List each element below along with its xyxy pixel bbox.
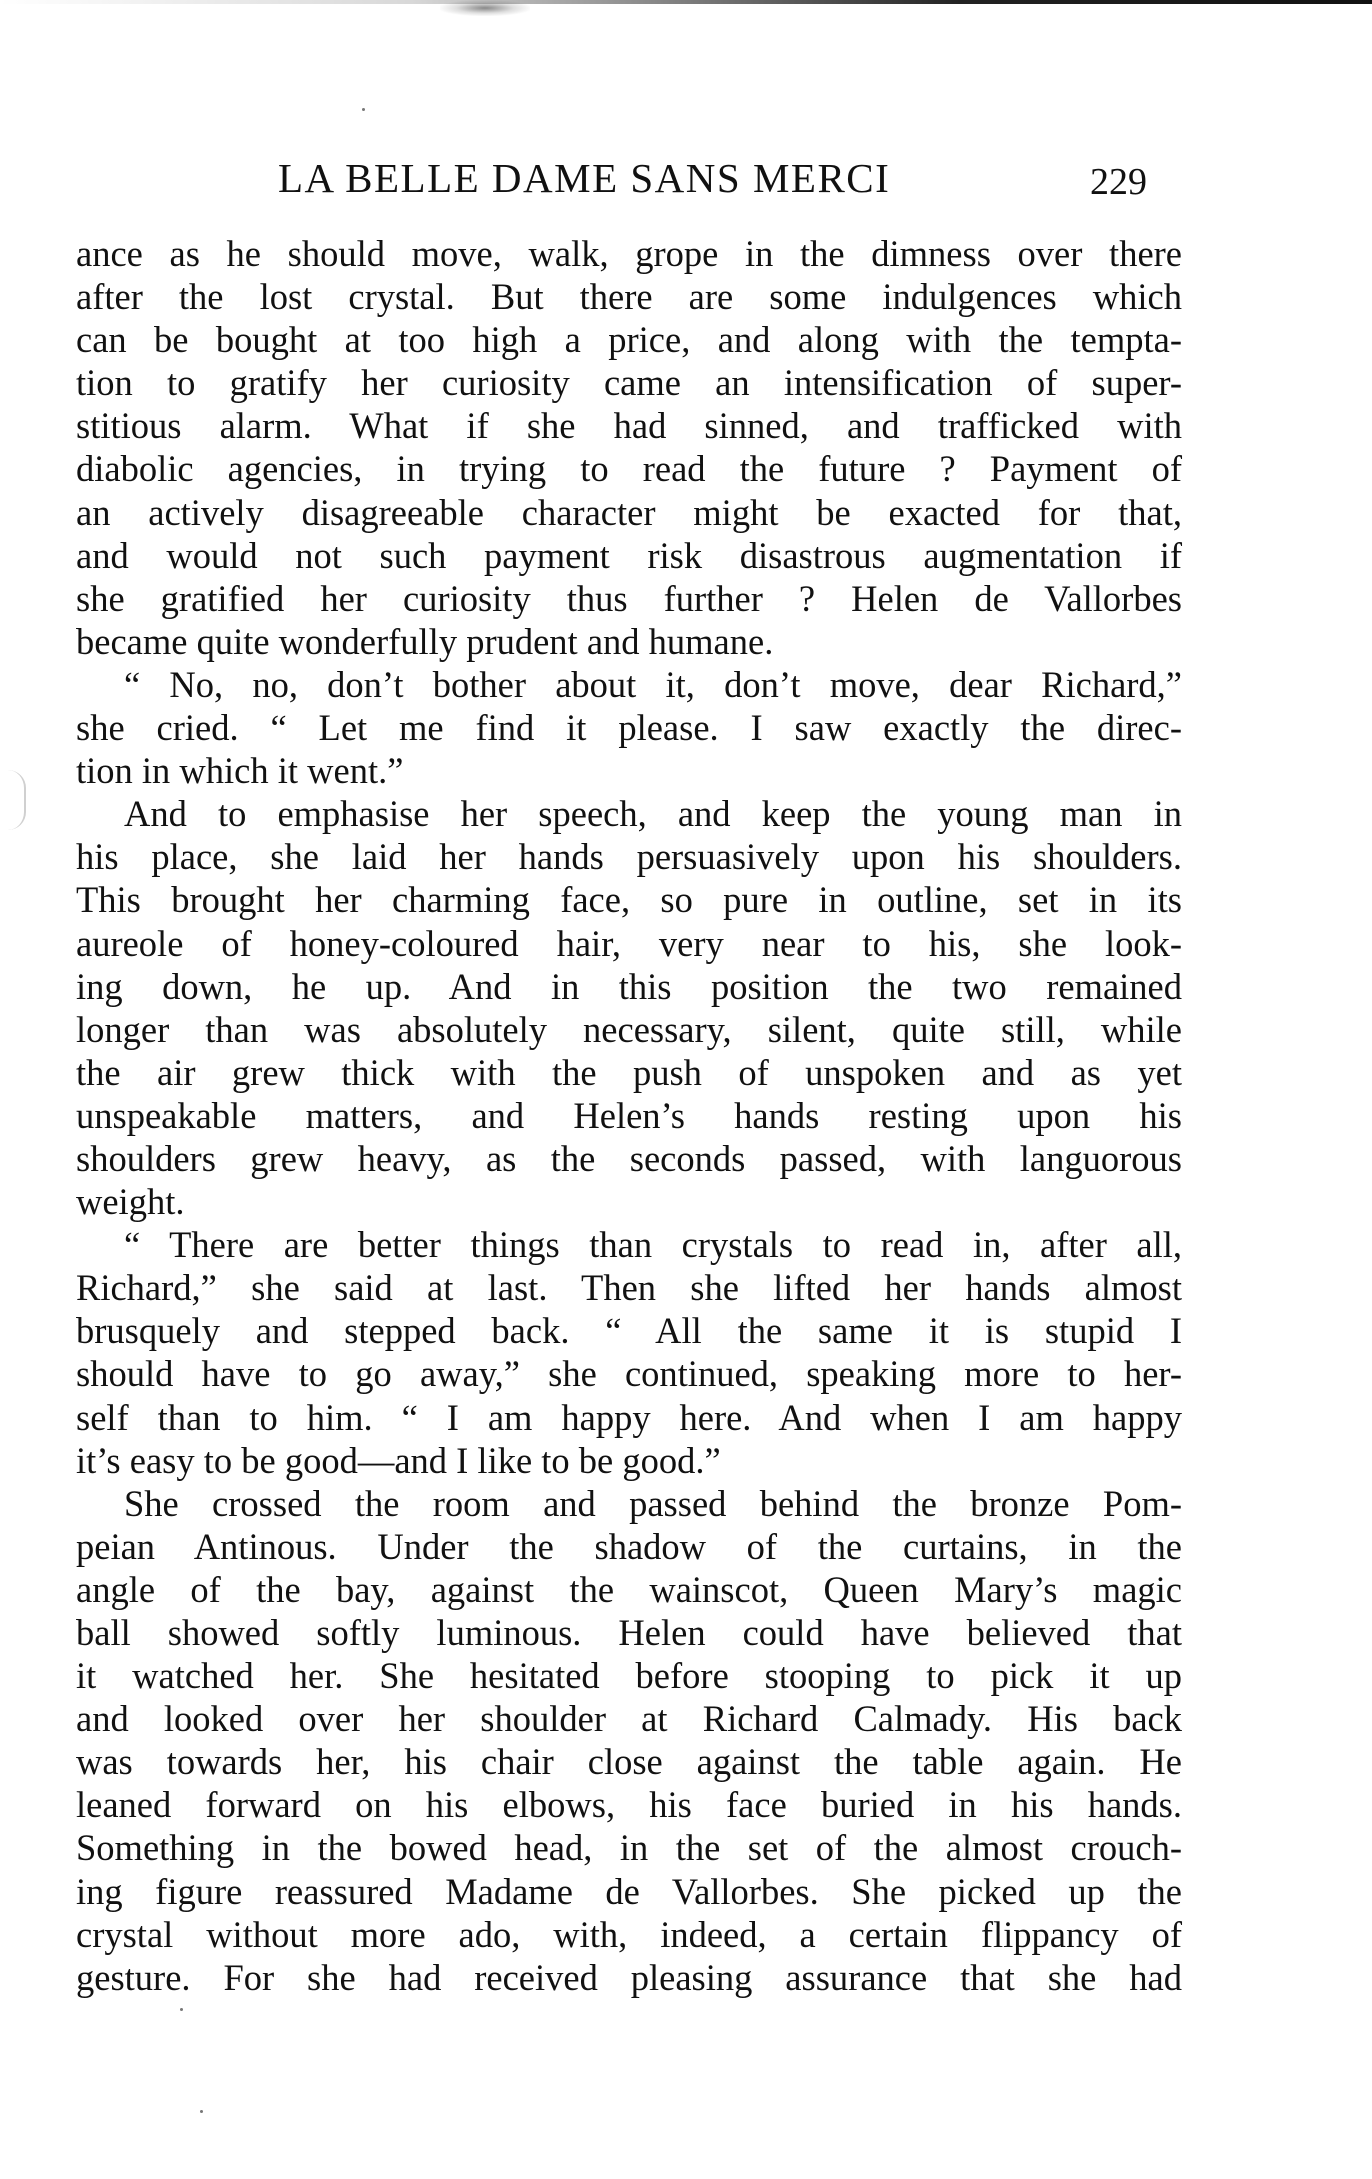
text-line: crystal without more ado, with, indeed, a certain flippancy of: [76, 1913, 1182, 1955]
text-line: can be bought at too high a price, and along with the tempta-: [76, 319, 1182, 361]
text-line: peian Antinous. Under the shadow of the curtains, in the: [76, 1525, 1182, 1567]
margin-mark: [8, 770, 26, 830]
text-line: tion to gratify her curiosity came an intensification of super-: [76, 362, 1182, 404]
running-head: LA BELLE DAME SANS MERCI: [278, 155, 891, 201]
scan-top-edge: [0, 0, 1372, 4]
text-line: gesture. For she had received pleasing assurance that she had: [76, 1956, 1182, 1998]
scan-speck: [200, 2110, 203, 2113]
text-line: ing down, he up. And in this position the two remained: [76, 965, 1182, 1007]
text-line: longer than was absolutely necessary, silent, quite still, while: [76, 1008, 1182, 1050]
text-line: shoulders grew heavy, as the seconds passed, with languorous: [76, 1137, 1182, 1179]
text-line: became quite wonderfully prudent and humane.: [76, 620, 774, 662]
text-line: ing figure reassured Madame de Vallorbes. She picked up the: [76, 1870, 1182, 1912]
text-line: after the lost crystal. But there are some indulgences which: [76, 276, 1182, 318]
text-line: she gratified her curiosity thus further ? Helen de Vallorbes: [76, 577, 1182, 619]
text-line: self than to him. “ I am happy here. And when I am happy: [76, 1396, 1182, 1438]
text-line: ance as he should move, walk, grope in the dimness over there: [76, 233, 1182, 274]
text-line: it watched her. She hesitated before stooping to pick it up: [76, 1655, 1182, 1697]
text-line: She crossed the room and passed behind the bronze Pom-: [124, 1482, 1182, 1524]
text-line: tion in which it went.”: [76, 750, 404, 792]
page-number: 229: [1090, 161, 1147, 203]
text-line: weight.: [76, 1181, 185, 1223]
text-line: “ There are better things than crystals to read in, after all,: [124, 1224, 1182, 1266]
scan-speck: [180, 2008, 183, 2011]
text-line: and looked over her shoulder at Richard Calmady. His back: [76, 1698, 1182, 1740]
text-line: angle of the bay, against the wainscot, Queen Mary’s magic: [76, 1568, 1182, 1610]
text-line: brusquely and stepped back. “ All the same it is stupid I: [76, 1310, 1182, 1352]
body-text: [76, 232, 1182, 1999]
scan-smudge: [440, 0, 530, 16]
text-line: This brought her charming face, so pure in outline, set in its: [76, 879, 1182, 921]
text-line: stitious alarm. What if she had sinned, and trafficked with: [76, 405, 1182, 447]
page-header: [0, 148, 1372, 208]
text-line: she cried. “ Let me find it please. I saw exactly the direc-: [76, 707, 1182, 749]
text-line: “ No, no, don’t bother about it, don’t move, dear Richard,”: [124, 663, 1182, 705]
text-line: an actively disagreeable character might be exacted for that,: [76, 491, 1182, 533]
text-line: aureole of honey-coloured hair, very near to his, she look-: [76, 922, 1182, 964]
scan-speck: [362, 108, 365, 111]
text-line: diabolic agencies, in trying to read the future ? Payment of: [76, 448, 1182, 490]
text-line: and would not such payment risk disastrous augmentation if: [76, 534, 1182, 576]
text-line: should have to go away,” she continued, speaking more to her-: [76, 1353, 1182, 1395]
text-line: ball showed softly luminous. Helen could have believed that: [76, 1612, 1182, 1653]
text-line: Richard,” she said at last. Then she lifted her hands almost: [76, 1267, 1182, 1309]
text-line: And to emphasise her speech, and keep the young man in: [124, 793, 1182, 835]
text-line: leaned forward on his elbows, his face buried in his hands.: [76, 1784, 1182, 1826]
text-line: it’s easy to be good—and I like to be good.”: [76, 1439, 721, 1481]
text-line: was towards her, his chair close against the table again. He: [76, 1741, 1182, 1783]
text-line: his place, she laid her hands persuasively upon his shoulders.: [76, 836, 1182, 878]
text-line: unspeakable matters, and Helen’s hands resting upon his: [76, 1094, 1182, 1136]
text-line: the air grew thick with the push of unspoken and as yet: [76, 1051, 1182, 1093]
text-line: Something in the bowed head, in the set of the almost crouch-: [76, 1827, 1182, 1869]
